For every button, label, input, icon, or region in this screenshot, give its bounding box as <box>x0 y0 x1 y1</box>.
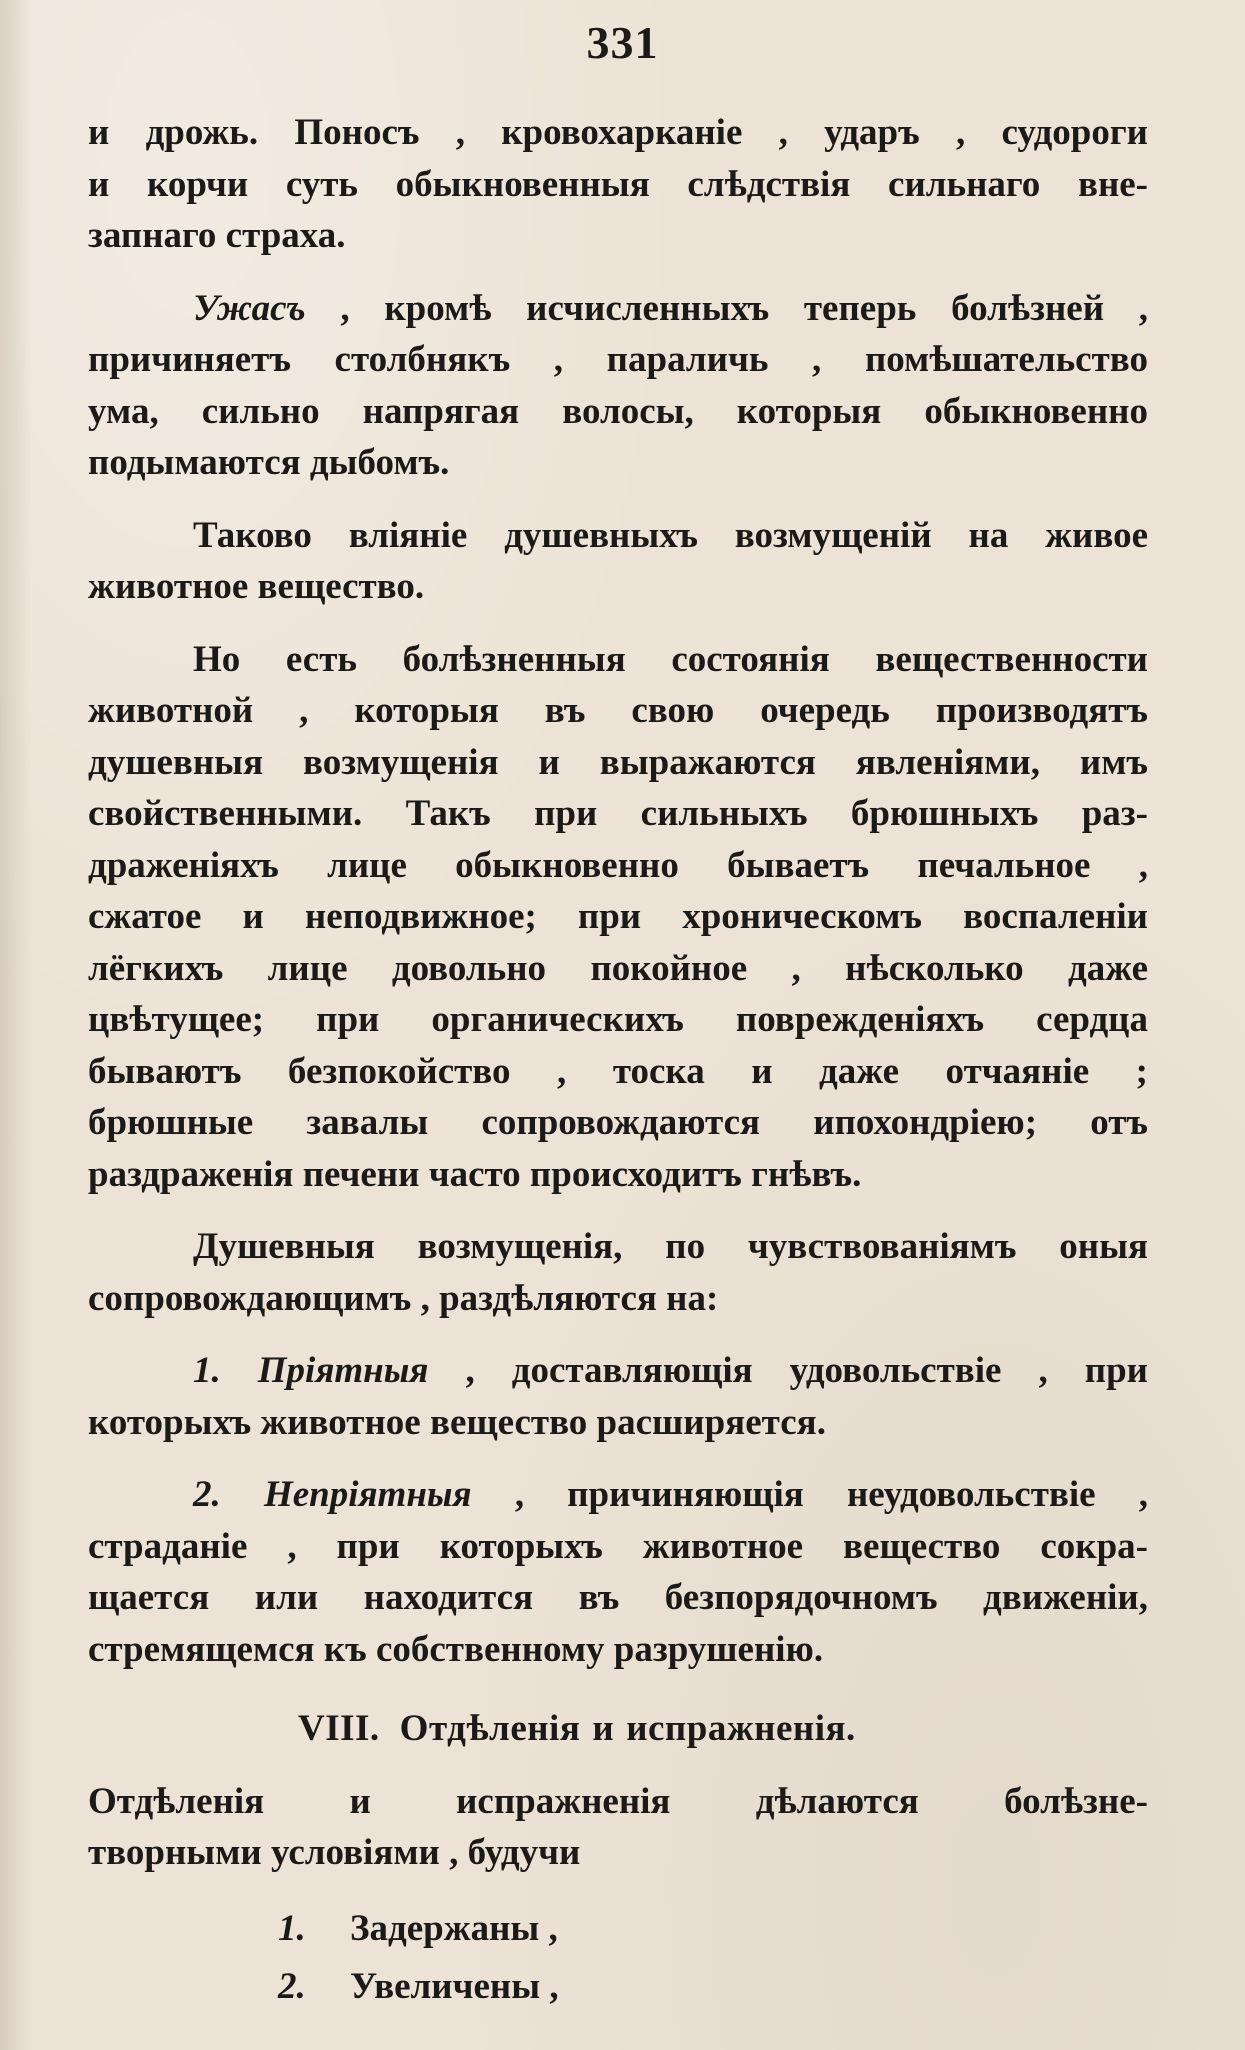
text-line: запнаго страха. <box>88 215 346 256</box>
text-line <box>88 1221 1148 1273</box>
text-line: которыхъ животное вещество расширяется. <box>88 1401 826 1443</box>
paragraph-6 <box>88 1345 1148 1448</box>
section-title-part: испражненія. <box>626 1708 856 1749</box>
enumerated-list <box>88 1900 1148 2016</box>
list-item <box>278 1900 1148 1958</box>
text-line: лёгкихъ лице довольно покойное , нѣсколько даже <box>88 947 1148 989</box>
text-fragment: Душевныя возмущенія, по чувствованіямъ оныя <box>193 1226 1148 1267</box>
text-line <box>88 634 1148 686</box>
list-number: 2. <box>193 1474 221 1515</box>
list-number: 2. <box>278 1965 306 2007</box>
list-item <box>278 1958 1148 2016</box>
section-number: VIII. <box>298 1708 380 1749</box>
text-line <box>88 1345 1148 1397</box>
list-item-text: Увеличены , <box>350 1965 559 2007</box>
paragraph-3 <box>88 510 1148 613</box>
emphasis-term: Пріятныя <box>257 1350 429 1391</box>
emphasis-term: Непріятныя <box>263 1474 472 1515</box>
text-line: ума, сильно напрягая волосы, которыя обыкновенно <box>88 390 1148 432</box>
text-line: бываютъ безпокойство , тоска и даже отчаяніе ; <box>88 1050 1148 1092</box>
paragraph-2 <box>88 283 1148 489</box>
text-line: причиняетъ столбнякъ , параличь , помѣшательство <box>88 339 1148 380</box>
emphasis-term: Ужасъ <box>193 287 306 329</box>
text-fragment: , причиняющія неудовольствіе , <box>514 1474 1149 1515</box>
text-line: цвѣтущее; при органическихъ поврежденіяхъ сердца <box>88 999 1148 1040</box>
text-line: стремящемся къ собственному разрушенію. <box>88 1628 824 1670</box>
paragraph-5 <box>88 1221 1148 1324</box>
text-line: творными условіями , будучи <box>88 1832 581 1873</box>
section-title-part: Отдѣленія <box>399 1708 581 1749</box>
text-line: подымаются дыбомъ. <box>88 442 450 483</box>
text-line <box>88 510 1148 562</box>
text-fragment: , доставляющія удовольствіе , при <box>465 1350 1148 1391</box>
list-item-text: Задержаны , <box>350 1907 558 1949</box>
text-line: щается или находится въ безпорядочномъ движеніи, <box>88 1577 1148 1618</box>
text-line: страданіе , при которыхъ животное вещество сокра- <box>88 1525 1148 1567</box>
text-line: сопровождающимъ , раздѣляются на: <box>88 1277 719 1319</box>
text-line: свойственными. Такъ при сильныхъ брюшныхъ раз- <box>88 793 1148 834</box>
list-number: 1. <box>278 1907 306 1949</box>
text-line: и корчи суть обыкновенныя слѣдствія сильнаго вне- <box>88 163 1148 205</box>
section-title-conjunction: и <box>592 1708 615 1749</box>
paragraph-7 <box>88 1469 1148 1675</box>
section-heading <box>88 1703 1148 1755</box>
page-number: 331 <box>586 17 659 68</box>
text-line <box>88 283 1148 335</box>
text-line: душевныя возмущенія и выражаются явленіями, имъ <box>88 741 1148 783</box>
text-fragment: , кромѣ исчисленныхъ теперь болѣзней , <box>340 287 1149 329</box>
text-line: Отдѣленія и испражненія дѣлаются болѣзне- <box>88 1780 1148 1822</box>
text-line: сжатое и неподвижное; при хроническомъ воспаленіи <box>88 896 1148 937</box>
text-fragment: Но есть болѣзненныя состоянія вещественности <box>193 638 1148 680</box>
text-line: животной , которыя въ свою очередь производятъ <box>88 690 1148 731</box>
text-line: животное вещество. <box>88 566 425 607</box>
text-line: брюшные завалы сопровождаются ипохондріею; отъ <box>88 1102 1148 1143</box>
list-number: 1. <box>193 1350 221 1391</box>
text-line: и дрожь. Поносъ , кровохарканіе , ударъ , судороги <box>88 112 1148 153</box>
paragraph-4 <box>88 634 1148 1201</box>
page-body <box>88 107 1148 2016</box>
text-line: раздраженія печени часто происходитъ гнѣвъ. <box>88 1153 862 1195</box>
text-fragment: Таково вліяніе душевныхъ возмущеній на живое <box>193 514 1148 556</box>
paragraph-8 <box>88 1776 1148 1879</box>
text-line: драженіяхъ лице обыкновенно бываетъ печальное , <box>88 844 1148 886</box>
paragraph-1 <box>88 107 1148 262</box>
text-line <box>88 1469 1148 1521</box>
